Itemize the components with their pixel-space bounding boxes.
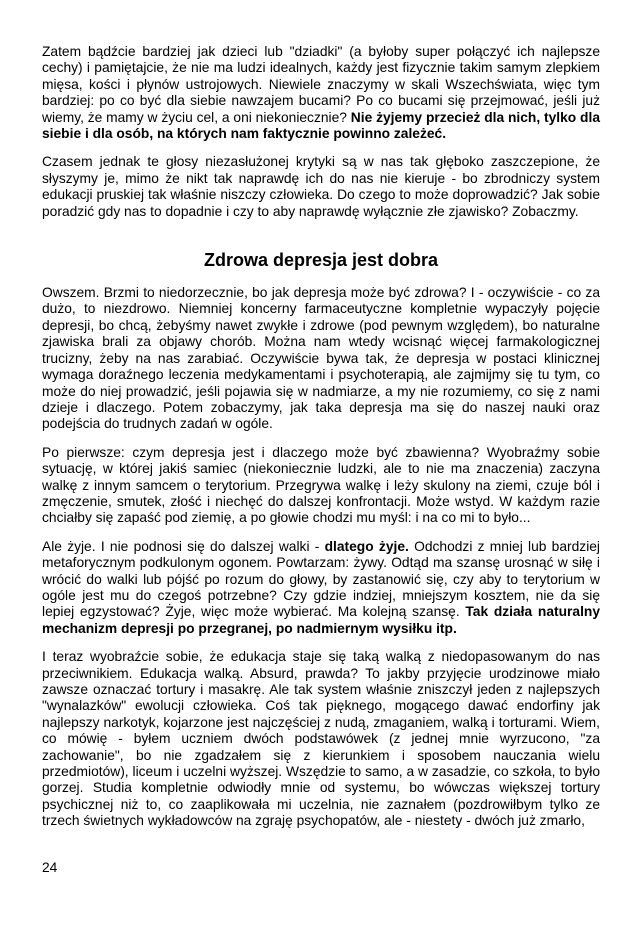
bold-text-segment: Tak działa naturalny mechanizm depresji po przegranej, po nadmiernym wysiłku itp. [42, 604, 600, 636]
text-segment: Czasem jednak te głosy niezasłużonej krytyki są w nas tak głęboko zaszczepione, że słyszymy je, mimo że nikt tak naprawdę ich do nas nie kieruje - bo zbrodniczy system edukacji pruskiej tak właśnie niszczy człowieka. Do czego to może doprowadzić? Jak sobie poradzić gdy nas to dopadnie i czy to aby naprawdę wyłącznie złe zjawisko? Zobaczmy. [42, 154, 600, 219]
page-content [42, 44, 600, 842]
text-segment: Owszem. Brzmi to niedorzecznie, bo jak depresja może być zdrowa? I - oczywiście - co za dużo, to niezdrowo. Niemniej koncerny farmaceutyczne kompletnie wypaczyły pojęcie depresji, bo chcą, żebyśmy nawet zwykłe i zdrowe (pod pewnym względem), bo naturalne zjawiska brali za objawy chorób. Można nam wtedy wcisnąć więcej farmakologicznej trucizny, żeby na nas zarabiać. Oczywiście bywa tak, że depresja w postaci klinicznej wymaga doraźnego leczenia medykamentami i psychoterapią, ale zajmijmy się tu tym, co może do niej prowadzić, jeśli pojawia się w nadmiarze, a my nie rozumiemy, co się z nami dzieje i dlaczego. Potem zobaczymy, jak taka depresja ma się do naszej nauki oraz podejścia do trudnych zadań w ogóle. [42, 285, 600, 432]
section-heading: Zdrowa depresja jest dobra [203, 250, 439, 271]
page-number: 24 [42, 860, 58, 875]
paragraph [42, 154, 600, 220]
text-segment: Odchodzi z mniej lub bardziej metaforycznym podkulonym ogonem. Powtarzam: żywy. Odtąd ma szansę urosnąć w siłę i wrócić do walki lub pójść po rozum do głowy, by zastanowić się, czy aby to terytorium w ogóle jest mu do czegoś potrzebne? Czy gdzie indziej, mniejszym kosztem, nie da się lepiej egzystować? Żyje, więc może wybierać. Ma kolejną szansę. [42, 538, 600, 620]
text-segment: Ale żyje. I nie podnosi się do dalszej walki - [42, 538, 325, 554]
paragraph [42, 285, 600, 433]
paragraph [42, 539, 600, 637]
bold-text-segment: dlatego żyje. [324, 538, 409, 554]
page-footer [42, 860, 57, 876]
paragraph [42, 649, 600, 829]
text-segment: Po pierwsze: czym depresja jest i dlaczego może być zbawienna? Wyobraźmy sobie sytuację, w której jakiś samiec (niekoniecznie ludzki, ale to nie ma znaczenia) zaczyna walkę z innym samcem o terytorium. Przegrywa walkę i leży skulony na ziemi, czuje ból i zmęczenie, smutek, złość i niechęć do dalszej konfrontacji. Może wstyd. W każdym razie chciałby się zapaść pod ziemię, a po głowie chodzi mu myśl: i na co mi to było... [42, 444, 600, 526]
paragraph [42, 445, 600, 527]
bold-text-segment: Nie żyjemy przecież dla nich, tylko dla siebie i dla osób, na których nam faktycznie powinno zależeć. [42, 109, 600, 142]
text-segment: I teraz wyobraźcie sobie, że edukacja staje się taką walką z niedopasowanym do nas przeciwnikiem. Edukacja walką. Absurd, prawda? To jakby przyjęcie urodzinowe miało zawsze oznaczać tortury i masakrę. Ale tak system właśnie zniszczył jeden z najlepszych "wynalazków" ewolucji człowieka. Coś tak pięknego, mogącego dawać endorfiny jak najlepszy narkotyk, kojarzone jest najczęściej z nudą, zmaganiem, walką i torturami. Wiem, co mówię - byłem uczniem dwóch podstawówek (z jednej mnie wyrzucono, "za zachowanie", bo nie zgadzałem się z kierunkiem i sposobem nauczania wielu przedmiotów), liceum i uczelni wyższej. Wszędzie to samo, a w zasadzie, co szkoła, to było gorzej. Studia kompletnie odwiodły mnie od systemu, bo wówczas większej tortury psychicznej niż to, co zaaplikowała mi uczelnia, nie zaznałem (pozdrowiłbym tylko ze trzech świetnych wykładowców na zgraję psychopatów, ale - niestety - dwóch już zmarło, [42, 649, 600, 829]
paragraph [42, 44, 600, 142]
text-segment: Zatem bądźcie bardziej jak dzieci lub "dziadki" (a byłoby super połączyć ich najlepsze cechy) i pamiętajcie, że nie ma ludzi idealnych, każdy jest fizycznie takim samym zlepkiem mięsa, kości i płynów ustrojowych. Niewiele znaczymy w skali Wszechświata, więc tym bardziej: po co być dla siebie nawzajem bucami? Po co bucami się przejmować, jeśli już wiemy, że mamy w życiu cel, a oni niekoniecznie? [42, 44, 600, 125]
